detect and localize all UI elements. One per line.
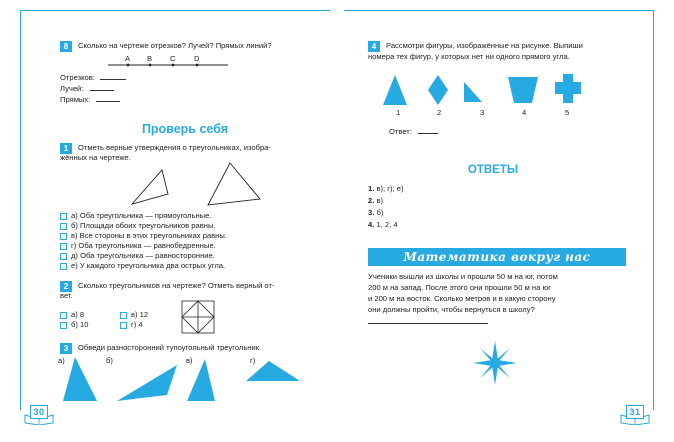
task-2-checkbox-c[interactable]	[120, 312, 127, 319]
answer-label: Ответ:	[389, 127, 412, 136]
option-f-checkbox[interactable]	[60, 263, 67, 270]
answer-3-text: б)	[376, 208, 384, 217]
answer-4	[368, 220, 398, 230]
point-label-a: A	[125, 54, 131, 63]
answer-2-text: в)	[376, 196, 384, 205]
segments-answer-line[interactable]	[100, 79, 126, 80]
compass-star-icon	[472, 340, 518, 386]
option-c-checkbox[interactable]	[60, 233, 67, 240]
page-number-31	[620, 405, 650, 425]
answers-title: ОТВЕТЫ	[467, 164, 519, 176]
answer-1-number: 1.	[368, 184, 375, 193]
task-4-text-line2: номера тех фигур, у которых нет ни одного прямого угла.	[368, 52, 570, 61]
task-8-question: Сколько на чертеже отрезков? Лучей? Прямых линий?	[78, 41, 272, 50]
lines-label: Прямых:	[60, 95, 91, 104]
task-2-option-c: в) 12	[131, 310, 149, 319]
task-4-answer-row	[389, 127, 438, 137]
answer-2	[368, 196, 383, 206]
triangle-label-b: б)	[106, 356, 113, 365]
task-4-shapes	[380, 72, 595, 108]
shape-label-2: 2	[437, 108, 442, 117]
option-e-checkbox[interactable]	[60, 253, 67, 260]
task-2-option-a: а) 8	[71, 310, 85, 319]
point-d	[196, 64, 199, 67]
task-1-option-e: д) Оба треугольника — равносторонние.	[71, 251, 215, 260]
triangle-label-d: г)	[250, 356, 256, 365]
triangle-large	[208, 163, 260, 205]
task-2-text-line1: Сколько треугольников на чертеже? Отметь верный от-	[78, 281, 275, 290]
page-number-31-box: 31	[626, 405, 644, 419]
task-2-checkbox-a[interactable]	[60, 312, 67, 319]
page-number-30	[24, 405, 54, 425]
rays-answer-line[interactable]	[90, 90, 114, 91]
segment-diagram	[100, 52, 235, 72]
task-4-text-line1: Рассмотри фигуры, изображённые на рисунке. Выпиши	[386, 41, 583, 50]
task-4-number: 4	[368, 41, 380, 52]
answer-1-text: в); г); е)	[376, 184, 404, 193]
triangle-count-figure	[178, 298, 218, 336]
story-line-3: и 200 м на восток. Сколько метров и в какую сторону	[368, 294, 556, 303]
option-d-checkbox[interactable]	[60, 243, 67, 250]
story-line-1: Ученики вышли из школы и прошли 50 м на юг, потом	[368, 272, 558, 281]
answer-3	[368, 208, 383, 218]
answer-3-number: 3.	[368, 208, 375, 217]
task-1-option-b: б) Площади обоих треугольников равны.	[71, 221, 216, 230]
task-3-triangles[interactable]	[55, 355, 310, 405]
triangle-option-c	[187, 359, 215, 401]
answer-4-number: 4.	[368, 220, 375, 229]
rays-answer-row	[60, 84, 114, 94]
story-line-2: 200 м на запад. После этого они прошли 50 м на юг	[368, 283, 551, 292]
shape-5-cross	[555, 74, 581, 103]
task-3-text: Обведи разносторонний тупоугольный треугольник.	[78, 343, 262, 352]
triangle-label-c: в)	[186, 356, 193, 365]
task-1-number: 1	[60, 143, 72, 154]
triangle-option-d	[246, 361, 300, 381]
shape-4-trapezoid	[508, 77, 538, 103]
shape-label-1: 1	[396, 108, 401, 117]
triangle-small	[132, 170, 168, 204]
point-b	[149, 64, 152, 67]
point-c	[172, 64, 175, 67]
shape-label-3: 3	[480, 108, 485, 117]
shape-2-rhombus	[428, 75, 448, 105]
triangle-option-b	[117, 365, 177, 401]
point-a	[127, 64, 130, 67]
rays-label: Лучей:	[60, 84, 84, 93]
option-b-checkbox[interactable]	[60, 223, 67, 230]
point-label-b: B	[147, 54, 153, 63]
task-2-option-d: г) 4	[131, 320, 143, 329]
math-around-us-banner: Математика вокруг нас	[368, 248, 626, 266]
task-1-text-line2: жённых на чертеже.	[60, 153, 131, 162]
task-1-option-c: в) Все стороны в этих треугольниках равны.	[71, 231, 227, 240]
task-4-answer-line[interactable]	[418, 133, 438, 134]
story-line-4: они должны пройти, чтобы вернуться в школу?	[368, 305, 535, 314]
task-8-number: 8	[60, 41, 72, 52]
check-yourself-title: Проверь себя	[141, 122, 229, 136]
shape-3-right-triangle	[464, 82, 504, 102]
task-2-checkbox-d[interactable]	[120, 322, 127, 329]
segments-label: Отрезков:	[60, 73, 95, 82]
answer-2-number: 2.	[368, 196, 375, 205]
option-a-checkbox[interactable]	[60, 213, 67, 220]
task-1-text-line1: Отметь верные утверждения о треугольниках, изобра-	[78, 143, 271, 152]
task-1-option-f: е) У каждого треугольника два острых угла.	[71, 261, 226, 270]
answer-1	[368, 184, 404, 194]
task-2-option-b: б) 10	[71, 320, 89, 329]
task-2-text-line2: вет.	[60, 291, 73, 300]
lines-answer-line[interactable]	[96, 101, 120, 102]
task-3-number: 3	[60, 343, 72, 354]
triangle-option-a	[63, 357, 97, 401]
task-1-option-d: г) Оба треугольника — равнобедренные.	[71, 241, 216, 250]
triangle-label-a: а)	[58, 356, 65, 365]
answer-4-text: 1, 2, 4	[376, 220, 398, 229]
point-label-c: C	[170, 54, 176, 63]
shape-label-5: 5	[565, 108, 570, 117]
lines-answer-row	[60, 95, 120, 105]
task-1-option-a: а) Оба треугольника — прямоугольные.	[71, 211, 212, 220]
segments-answer-row	[60, 73, 126, 83]
point-label-d: D	[194, 54, 200, 63]
two-triangles-figure	[128, 160, 268, 215]
shape-label-4: 4	[522, 108, 527, 117]
task-2-number: 2	[60, 281, 72, 292]
task-2-checkbox-b[interactable]	[60, 322, 67, 329]
page-number-30-box: 30	[30, 405, 48, 419]
shape-1-triangle	[383, 75, 407, 105]
story-answer-line[interactable]	[368, 323, 488, 324]
